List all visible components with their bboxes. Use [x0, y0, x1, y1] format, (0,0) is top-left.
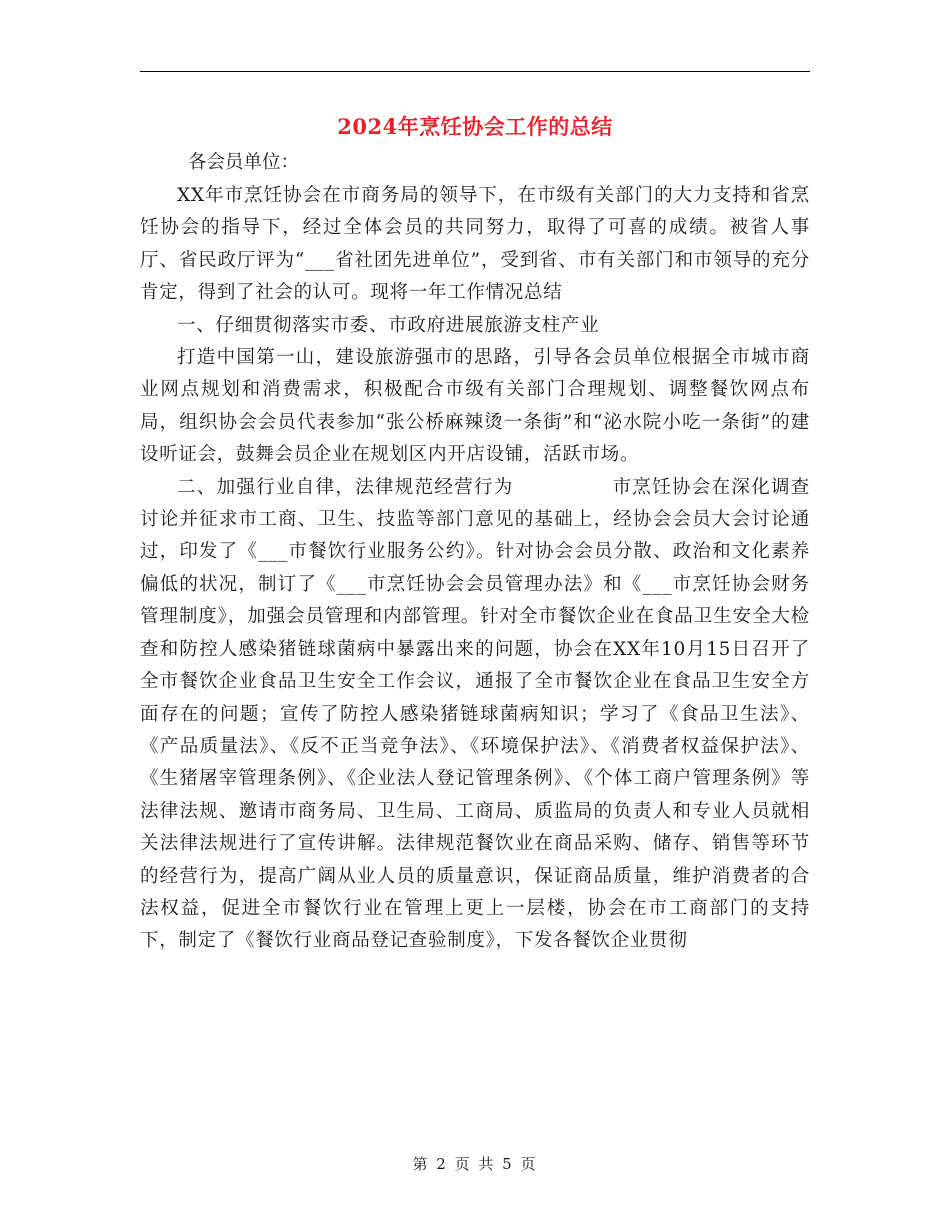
paragraph-intro: XX年市烹饪协会在市商务局的领导下，在市级有关部门的大力支持和省烹饪协会的指导下，经过全体会员的共同努力，取得了可喜的成绩。被省人事厅、省民政厅评为“___省社团先进单位”，受到省、市有关部门和市领导的充分肯定，得到了社会的认可。现将一年工作情况总结 [140, 185, 810, 304]
section-heading-1: 一、仔细贯彻落实市委、市政府进展旅游支柱产业 [177, 314, 600, 336]
header-rule [140, 71, 810, 72]
paragraph-section-2: 二、加强行业自律，法律规范经营行为 市烹饪协会在深化调查讨论并征求市工商、卫生、技监等部门意见的基础上，经协会会员大会讨论通过，印发了《___市餐饮行业服务公约》。针对协会会员分散、政治和文化素养偏低的状况，制订了《___市烹饪协会会员管理办法》和《___市烹饪协会财务管理制度》，加强会员管理和内部管理。针对全市餐饮企业在食品卫生安全大检查和防控人感染猪链球菌病中暴露出来的问题，协会在XX年10月15日召开了全市餐饮企业食品卫生安全工作会议，通报了全市餐饮企业在食品卫生安全方面存在的问题；宣传了防控人感染猪链球菌病知识；学习了《食品卫生法》、《产品质量法》、《反不正当竞争法》、《环境保护法》、《消费者权益保护法》、《生猪屠宰管理条例》、《企业法人登记管理条例》、《个体工商户管理条例》等法律法规、邀请市商务局、卫生局、工商局、质监局的负责人和专业人员就相关法律法规进行了宣传讲解。法律规范餐饮业在商品采购、储存、销售等环节的经营行为，提高广阔从业人员的质量意识，保证商品质量，维护消费者的合法权益，促进全市餐饮行业在管理上更上一层楼，协会在市工商部门的支持下，制定了《餐饮行业商品登记查验制度》，下发各餐饮企业贯彻 [140, 476, 810, 952]
paragraph-section-1: 打造中国第一山，建设旅游强市的思路，引导各会员单位根据全市城市商业网点规划和消费需求，积极配合市级有关部门合理规划、调整餐饮网点布局，组织协会会员代表参加“张公桥麻辣烫一条街”和“泌水院小吃一条街”的建设听证会，鼓舞会员企业在规划区内开店设铺，活跃市场。 [140, 347, 810, 466]
salutation: 各会员单位： [188, 152, 300, 173]
document-body [140, 180, 810, 958]
page-number: 第 2 页 共 5 页 [412, 1155, 538, 1173]
document-title: 2024年烹饪协会工作的总结 [337, 114, 613, 139]
